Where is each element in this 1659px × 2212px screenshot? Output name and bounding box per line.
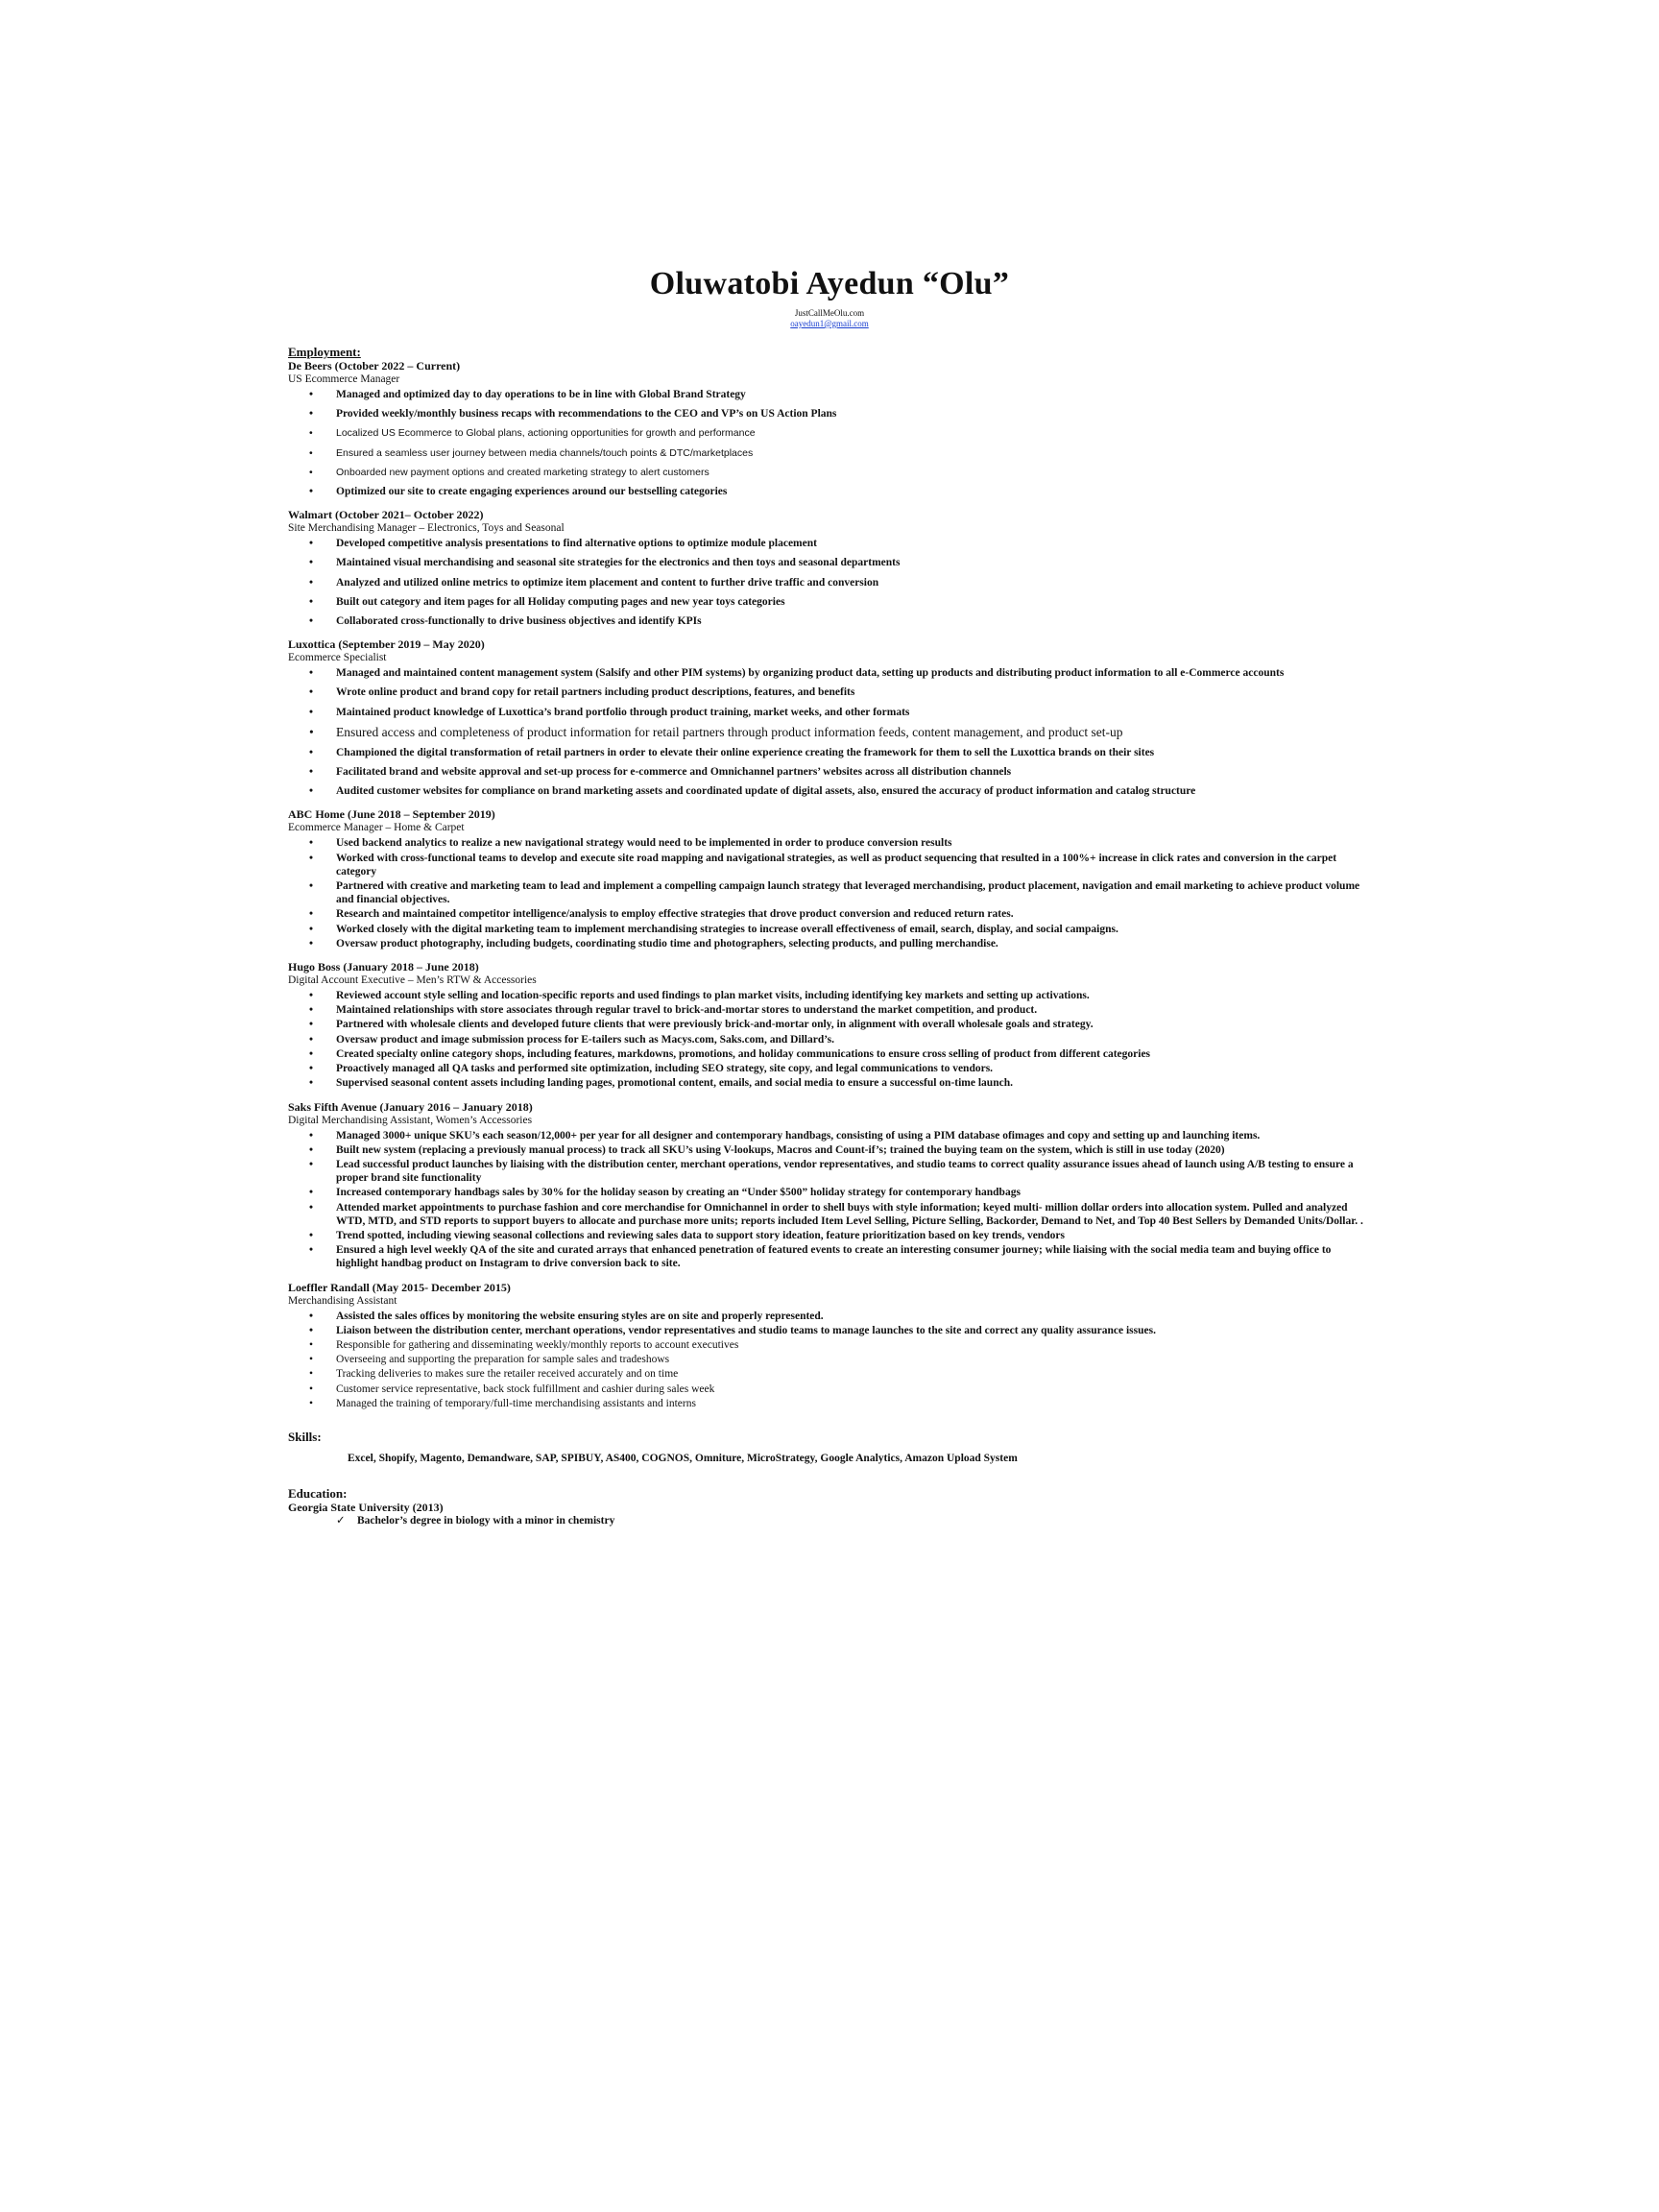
bullet-text: Managed and maintained content management system (Salsify and other PIM systems) by organizing product data, setting up products and distributing product information to all e-Commerce accounts xyxy=(336,667,1285,680)
skills-list: Excel, Shopify, Magento, Demandware, SAP, SPIBUY, AS400, COGNOS, Omniture, MicroStrategy, Google Analytics, Amazon Upload System xyxy=(348,1452,1018,1464)
bullet-item xyxy=(309,937,1392,950)
bullet-icon: • xyxy=(309,389,314,400)
bullet-text: Customer service representative, back stock fulfillment and cashier during sales week xyxy=(336,1382,715,1395)
bullet-text: Partnered with creative and marketing team to lead and implement a compelling campaign launch strategy that leveraged merchandising, product placement, navigation and email marketing to achieve product volume and financial objectives. xyxy=(336,880,1360,906)
bullet-text: Maintained product knowledge of Luxottica’s brand portfolio through product training, market weeks, and other formats xyxy=(336,706,910,718)
bullet-item xyxy=(309,1047,1392,1061)
bullet-icon: • xyxy=(309,1338,314,1351)
bullet-icon: • xyxy=(309,538,314,550)
bullet-text: Assisted the sales offices by monitoring the website ensuring styles are on site and properly represented. xyxy=(336,1310,824,1322)
job-company: ABC Home (June 2018 – September 2019) xyxy=(288,807,495,822)
bullet-text: Liaison between the distribution center, merchant operations, vendor representatives and studio teams to manage launches to the site and correct any quality assurance issues. xyxy=(336,1324,1156,1336)
bullet-item xyxy=(309,537,1392,550)
bullet-icon: • xyxy=(309,1187,314,1199)
bullet-text: Championed the digital transformation of retail partners in order to elevate their online experience creating the framework for them to sell the Luxottica brands on their sites xyxy=(336,746,1155,758)
bullet-icon: • xyxy=(309,408,314,421)
bullet-item xyxy=(309,1367,1392,1381)
bullet-icon: • xyxy=(309,908,314,921)
job-role: Merchandising Assistant xyxy=(288,1294,397,1307)
bullet-item xyxy=(309,1382,1392,1396)
bullet-text: Localized US Ecommerce to Global plans, actioning opportunities for growth and performance xyxy=(336,427,756,440)
bullet-item xyxy=(309,1129,1392,1142)
bullet-text: Created specialty online category shops, including features, markdowns, promotions, and holiday communications to ensure cross selling of product from different categories xyxy=(336,1047,1151,1060)
bullet-item xyxy=(309,765,1392,779)
bullet-icon: • xyxy=(309,466,313,478)
job-role: US Ecommerce Manager xyxy=(288,373,400,385)
bullet-icon: • xyxy=(309,706,314,718)
bullet-item xyxy=(309,1324,1392,1337)
bullet-icon: • xyxy=(309,1019,314,1031)
bullet-icon: • xyxy=(309,1047,314,1060)
bullet-text: Worked closely with the digital marketing team to implement merchandising strategies to increase overall effectiveness of email, search, display, and social campaigns. xyxy=(336,923,1118,935)
bullet-item xyxy=(309,1033,1392,1046)
bullet-icon: • xyxy=(309,427,313,440)
bullet-text: Facilitated brand and website approval and set-up process for e-commerce and Omnichannel partners’ websites across all distribution channels xyxy=(336,766,1012,779)
bullet-text: Research and maintained competitor intelligence/analysis to employ effective strategies that drove product conversion and reduced return rates. xyxy=(336,908,1014,921)
bullet-item xyxy=(309,1243,1392,1270)
bullet-icon: • xyxy=(309,746,314,758)
job-entry xyxy=(288,1100,1392,1271)
bullet-icon: • xyxy=(309,785,314,798)
bullet-icon: • xyxy=(309,557,314,569)
bullet-icon: • xyxy=(309,615,314,628)
education-heading: Education: xyxy=(288,1486,348,1502)
job-role: Digital Account Executive – Men’s RTW & Accessories xyxy=(288,974,537,987)
bullet-icon: • xyxy=(309,1201,314,1214)
bullet-icon: • xyxy=(309,486,314,498)
bullet-text: Lead successful product launches by liaising with the distribution center, merchant operations, vendor representatives, and studio teams to correct quality assurance issues ahead of launch using A/B testing to ensure a proper brand site functionality xyxy=(336,1158,1354,1185)
candidate-name: Oluwatobi Ayedun “Olu” xyxy=(649,266,1010,301)
bullet-text: Partnered with wholesale clients and developed future clients that were previously brick-and-mortar only, in alignment with overall wholesale goals and strategy. xyxy=(336,1019,1094,1031)
job-company: Luxottica (September 2019 – May 2020) xyxy=(288,637,485,652)
bullet-icon: • xyxy=(309,595,314,608)
job-company: Walmart (October 2021– October 2022) xyxy=(288,508,484,522)
resume-body xyxy=(288,345,1392,1527)
bullet-icon: • xyxy=(309,1004,314,1017)
bullet-text: Tracking deliveries to makes sure the retailer received accurately and on time xyxy=(336,1368,679,1381)
resume-header xyxy=(0,266,1659,329)
job-entry xyxy=(288,359,1392,498)
job-bullets xyxy=(288,666,1392,798)
bullet-item xyxy=(309,1158,1392,1185)
job-bullets xyxy=(288,836,1392,950)
job-bullets xyxy=(288,1310,1392,1410)
bullet-text: Increased contemporary handbags sales by 30% for the holiday season by creating an “Under $500” holiday strategy for contemporary handbags xyxy=(336,1187,1021,1199)
bullet-item xyxy=(309,1229,1392,1242)
bullet-icon: • xyxy=(309,766,314,779)
bullet-icon: • xyxy=(309,937,314,950)
bullet-icon: • xyxy=(309,1077,314,1090)
job-company: Hugo Boss (January 2018 – June 2018) xyxy=(288,960,479,974)
bullet-item xyxy=(309,576,1392,589)
bullet-text: Maintained visual merchandising and seasonal site strategies for the electronics and then toys and seasonal departments xyxy=(336,557,901,569)
bullet-icon: • xyxy=(309,724,314,739)
bullet-item xyxy=(309,1310,1392,1323)
bullet-item xyxy=(309,666,1392,680)
bullet-text: Provided weekly/monthly business recaps with recommendations to the CEO and VP’s on US Action Plans xyxy=(336,408,837,421)
bullet-icon: • xyxy=(309,1382,314,1395)
job-role: Site Merchandising Manager – Electronics, Toys and Seasonal xyxy=(288,522,565,535)
job-company: Loeffler Randall (May 2015- December 2015) xyxy=(288,1280,511,1294)
bullet-item xyxy=(309,556,1392,569)
bullet-item xyxy=(309,614,1392,628)
bullet-item xyxy=(309,1062,1392,1075)
bullet-item xyxy=(309,1003,1392,1017)
bullet-text: Ensured a high level weekly QA of the site and curated arrays that enhanced penetration of featured events to create an interesting consumer journey; while liaising with the social media team and buying office to highlight handbag product on Instagram to drive conversion back to site. xyxy=(336,1244,1332,1270)
bullet-item xyxy=(309,852,1392,878)
bullet-text: Onboarded new payment options and created marketing strategy to alert customers xyxy=(336,466,709,478)
bullet-text: Responsible for gathering and disseminating weekly/monthly reports to account executives xyxy=(336,1338,739,1351)
bullet-item xyxy=(309,724,1392,740)
bullet-text: Wrote online product and brand copy for retail partners including product descriptions, features, and benefits xyxy=(336,686,855,699)
bullet-item xyxy=(309,466,1392,479)
job-entry xyxy=(288,1281,1392,1410)
bullet-item xyxy=(309,1338,1392,1352)
bullet-text: Trend spotted, including viewing seasonal collections and reviewing sales data to support story ideation, feature prioritization based on key trends, vendors xyxy=(336,1229,1065,1241)
bullet-icon: • xyxy=(309,1324,314,1336)
checkmark-icon: ✓ xyxy=(336,1515,346,1527)
bullet-item xyxy=(309,446,1392,460)
bullet-icon: • xyxy=(309,1229,314,1241)
bullet-text: Supervised seasonal content assets including landing pages, promotional content, emails, and social media to ensure a successful on-time launch. xyxy=(336,1077,1013,1090)
skills-section xyxy=(288,1430,1392,1465)
job-role: Ecommerce Specialist xyxy=(288,652,387,664)
job-bullets xyxy=(288,388,1392,498)
employment-list xyxy=(288,359,1392,1410)
bullet-icon: • xyxy=(309,1063,314,1075)
bullet-icon: • xyxy=(309,880,314,893)
bullet-item xyxy=(309,784,1392,798)
employment-heading: Employment: xyxy=(288,345,361,359)
bullet-icon: • xyxy=(309,837,314,850)
bullet-text: Managed 3000+ unique SKU’s each season/12,000+ per year for all designer and contemporary handbags, consisting of using a PIM database ofimages and copy and setting up and launching items. xyxy=(336,1129,1261,1142)
bullet-text: Managed and optimized day to day operations to be in line with Global Brand Strategy xyxy=(336,389,746,400)
bullet-icon: • xyxy=(309,1143,314,1156)
job-company: De Beers (October 2022 – Current) xyxy=(288,359,461,373)
bullet-text: Overseeing and supporting the preparation for sample sales and tradeshows xyxy=(336,1354,670,1366)
bullet-icon: • xyxy=(309,1129,314,1142)
bullet-icon: • xyxy=(309,576,314,589)
bullet-item xyxy=(309,989,1392,1002)
bullet-item xyxy=(309,407,1392,421)
job-role: Ecommerce Manager – Home & Carpet xyxy=(288,822,465,834)
bullet-item xyxy=(309,746,1392,759)
bullet-item xyxy=(309,1076,1392,1090)
bullet-icon: • xyxy=(309,990,314,1002)
bullet-icon: • xyxy=(309,667,314,680)
bullet-icon: • xyxy=(309,1158,314,1170)
job-bullets xyxy=(288,1129,1392,1271)
job-entry xyxy=(288,508,1392,628)
skills-heading: Skills: xyxy=(288,1429,322,1444)
bullet-icon: • xyxy=(309,1244,314,1257)
bullet-text: Analyzed and utilized online metrics to optimize item placement and content to further drive traffic and conversion xyxy=(336,576,879,589)
degree-item xyxy=(336,1514,1392,1527)
bullet-item xyxy=(309,1397,1392,1410)
email-link[interactable]: oayedun1@gmail.com xyxy=(790,319,869,328)
bullet-text: Worked with cross-functional teams to develop and execute site road mapping and navigational strategies, as well as product sequencing that resulted in a 100%+ increase in click rates and conversion in the carpet category xyxy=(336,852,1337,878)
bullet-icon: • xyxy=(309,446,313,459)
bullet-text: Maintained relationships with store associates through regular travel to brick-and-mortar stores to understand the market competition, and product. xyxy=(336,1004,1038,1017)
bullet-text: Optimized our site to create engaging experiences around our bestselling categories xyxy=(336,486,728,498)
website-text: JustCallMeOlu.com xyxy=(794,308,865,318)
bullet-text: Used backend analytics to realize a new navigational strategy would need to be implemented in order to produce conversion results xyxy=(336,837,952,850)
bullet-text: Built new system (replacing a previously manual process) to track all SKU’s using V-lookups, Macros and Count-if’s; trained the buying team on the system, which is still in use today (2020) xyxy=(336,1143,1225,1156)
bullet-text: Oversaw product and image submission process for E-tailers such as Macys.com, Saks.com, and Dillard’s. xyxy=(336,1033,835,1046)
job-company: Saks Fifth Avenue (January 2016 – January 2018) xyxy=(288,1099,533,1114)
bullet-text: Ensured access and completeness of product information for retail partners through product information feeds, content management, and product set-up xyxy=(336,724,1123,739)
job-entry xyxy=(288,637,1392,798)
bullet-item xyxy=(309,907,1392,921)
bullet-text: Oversaw product photography, including budgets, coordinating studio time and photographers, selecting products, and pulling merchandise. xyxy=(336,937,998,950)
school-name: Georgia State University (2013) xyxy=(288,1501,444,1515)
bullet-item xyxy=(309,706,1392,719)
bullet-text: Attended market appointments to purchase fashion and core merchandise for Omnichannel in order to shell buys with style information; keyed multi- million dollar orders into allocation system. Pulled and analyzed WTD, MTD, and STD reports to support buyers to allocate and purchase more units; reports included Item Level Selling, Picture Selling, Backorder, Demand to Net, and Top 40 Best Sellers by Demanded Units/Dollar. . xyxy=(336,1201,1363,1227)
bullet-item xyxy=(309,595,1392,609)
bullet-icon: • xyxy=(309,1310,314,1322)
bullet-item xyxy=(309,923,1392,936)
bullet-text: Managed the training of temporary/full-time merchandising assistants and interns xyxy=(336,1397,696,1409)
job-bullets xyxy=(288,989,1392,1090)
education-section xyxy=(288,1486,1392,1527)
bullet-icon: • xyxy=(309,852,314,864)
bullet-icon: • xyxy=(309,1397,314,1409)
bullet-item xyxy=(309,1186,1392,1199)
bullet-item xyxy=(309,485,1392,498)
bullet-item xyxy=(309,879,1392,906)
bullet-text: Developed competitive analysis presentations to find alternative options to optimize module placement xyxy=(336,538,817,550)
bullet-item xyxy=(309,685,1392,699)
bullet-item xyxy=(309,1018,1392,1031)
bullet-icon: • xyxy=(309,1368,314,1381)
bullet-text: Proactively managed all QA tasks and performed site optimization, including SEO strategy, site copy, and legal communications to vendors. xyxy=(336,1063,994,1075)
bullet-item xyxy=(309,1143,1392,1157)
bullet-text: Built out category and item pages for all Holiday computing pages and new year toys categories xyxy=(336,595,785,608)
degree-text: Bachelor’s degree in biology with a minor in chemistry xyxy=(357,1515,615,1527)
bullet-item xyxy=(309,388,1392,401)
bullet-text: Collaborated cross-functionally to drive business objectives and identify KPIs xyxy=(336,615,702,628)
job-entry xyxy=(288,807,1392,950)
bullet-icon: • xyxy=(309,1354,314,1366)
job-entry xyxy=(288,960,1392,1090)
bullet-item xyxy=(309,426,1392,440)
bullet-icon: • xyxy=(309,923,314,935)
bullet-text: Audited customer websites for compliance on brand marketing assets and coordinated update of digital assets, also, ensured the accuracy of product information and catalog structure xyxy=(336,785,1196,798)
bullet-text: Ensured a seamless user journey between media channels/touch points & DTC/marketplaces xyxy=(336,446,754,459)
bullet-item xyxy=(309,1353,1392,1366)
bullet-item xyxy=(309,1201,1392,1228)
bullet-item xyxy=(309,836,1392,850)
job-bullets xyxy=(288,537,1392,628)
bullet-icon: • xyxy=(309,686,314,699)
bullet-text: Reviewed account style selling and location-specific reports and used findings to plan market visits, including identifying key markets and setting up activations. xyxy=(336,990,1090,1002)
bullet-icon: • xyxy=(309,1033,314,1046)
job-role: Digital Merchandising Assistant, Women’s Accessories xyxy=(288,1114,533,1126)
